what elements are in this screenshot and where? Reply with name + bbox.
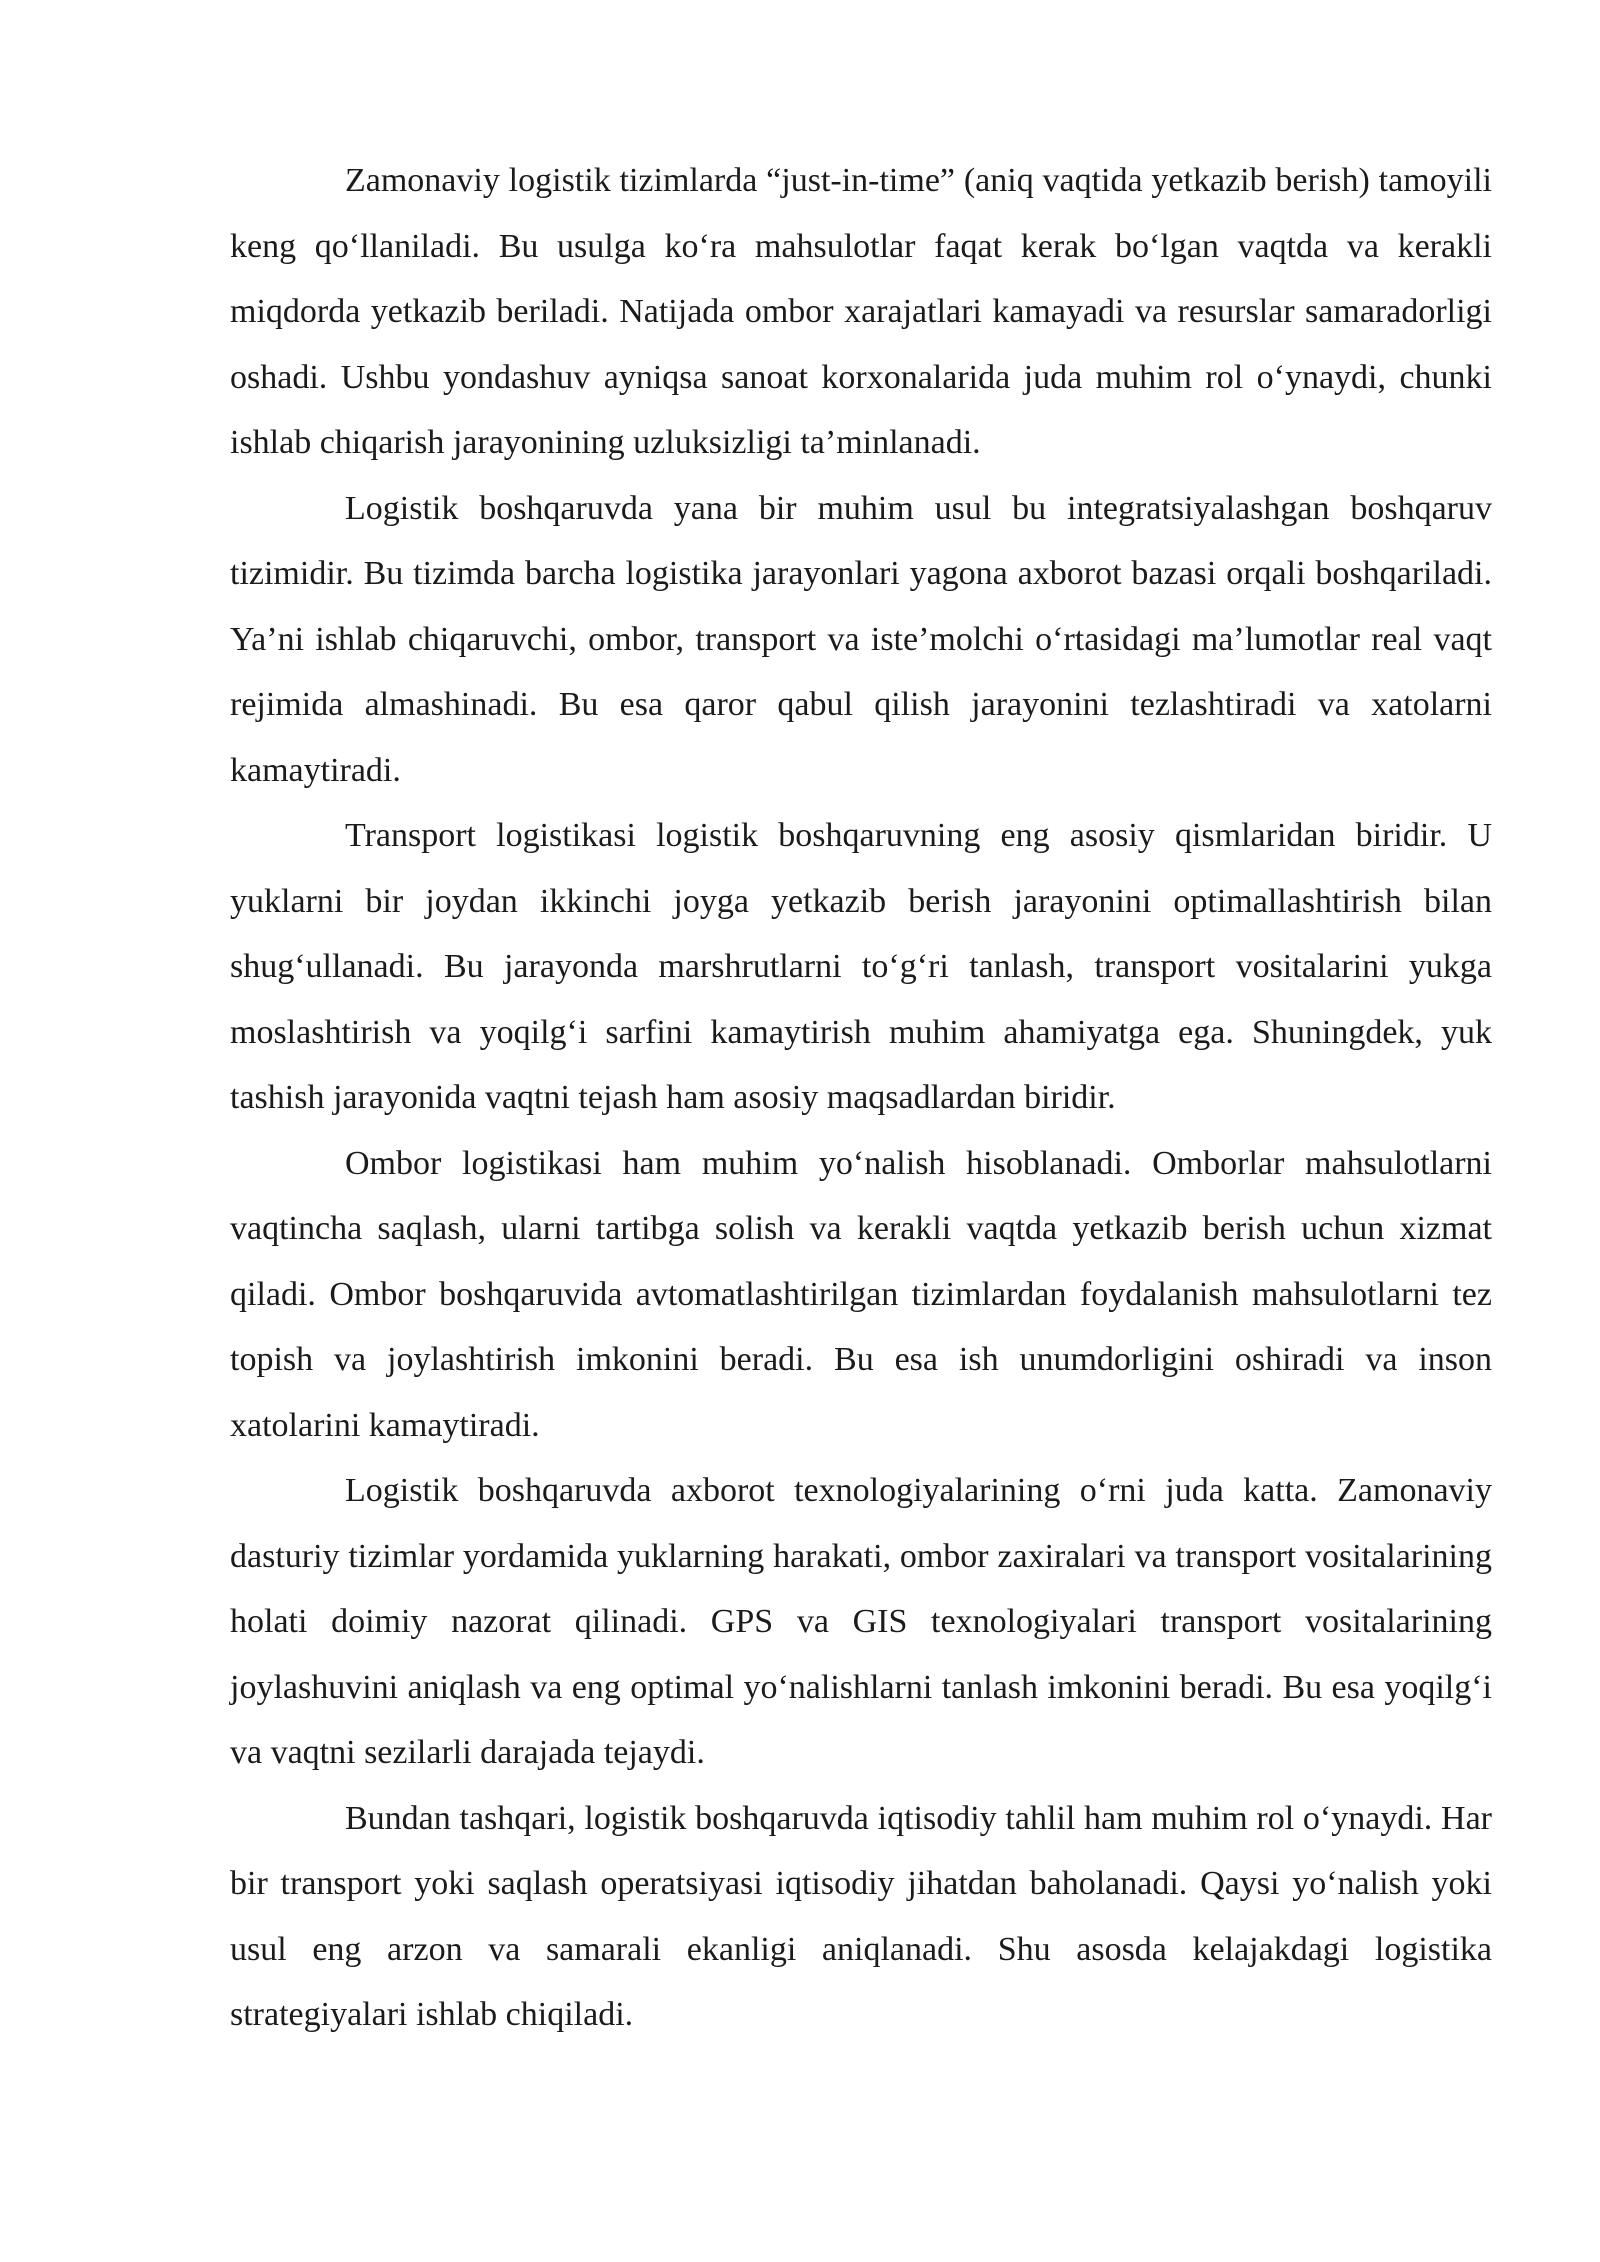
paragraph-warehouse-logistics: Ombor logistikasi ham muhim yo‘nalish hisoblanadi. Omborlar mahsulotlarni vaqtincha saqlash, ularni tartibga solish va kerakli vaqtda yetkazib berish uchun xizmat qiladi. Ombor boshqaruvida avtomatlashtirilgan tizimlardan foydalanish mahsulotlarni tez topish va joylashtirish imkonini beradi. Bu esa ish unumdorligini oshiradi va inson xatolarini kamaytiradi. — [230, 1144, 1492, 1444]
paragraph-economic-analysis: Bundan tashqari, logistik boshqaruvda iqtisodiy tahlil ham muhim rol o‘ynaydi. Har bir transport yoki saqlash operatsiyasi iqtisodiy jihatdan baholanadi. Qaysi yo‘nalish yoki usul eng arzon va samarali ekanligi aniqlanadi. Shu asosda kelajakdagi logistika strategiyalari ishlab chiqiladi. — [230, 1799, 1492, 2033]
paragraph-information-technology: Logistik boshqaruvda axborot texnologiyalarining o‘rni juda katta. Zamonaviy dasturiy tizimlar yordamida yuklarning harakati, ombor zaxiralari va transport vositalarining holati doimiy nazorat qilinadi. GPS va GIS texnologiyalari transport vositalarining joylashuvini aniqlash va eng optimal yo‘nalishlarni tanlash imkonini beradi. Bu esa yoqilg‘i va vaqtni sezilarli darajada tejaydi. — [230, 1472, 1492, 1771]
paragraph-transport-logistics: Transport logistikasi logistik boshqaruvning eng asosiy qismlaridan biridir. U yuklarni bir joydan ikkinchi joyga yetkazib berish jarayonini optimallashtirish bilan shug‘ullanadi. Bu jarayonda marshrutlarni to‘g‘ri tanlash, transport vositalarini yukga moslashtirish va yoqilg‘i sarfini kamaytirish muhim ahamiyatga ega. Shuningdek, yuk tashish jarayonida vaqtni tejash ham asosiy maqsadlardan biridir. — [230, 817, 1492, 1116]
paragraph-just-in-time: Zamonaviy logistik tizimlarda “just-in-time” (aniq vaqtida yetkazib berish) tamoyili keng qo‘llaniladi. Bu usulga ko‘ra mahsulotlar faqat kerak bo‘lgan vaqtda va kerakli miqdorda yetkazib beriladi. Natijada ombor xarajatlari kamayadi va resurslar samaradorligi oshadi. Ushbu yondashuv ayniqsa sanoat korxonalarida juda muhim rol o‘ynaydi, chunki ishlab chiqarish jarayonining uzluksizligi ta’minlanadi. — [230, 162, 1492, 461]
paragraph-integrated-management: Logistik boshqaruvda yana bir muhim usul bu integratsiyalashgan boshqaruv tizimidir. Bu tizimda barcha logistika jarayonlari yagona axborot bazasi orqali boshqariladi. Ya’ni ishlab chiqaruvchi, ombor, transport va iste’molchi o‘rtasidagi ma’lumotlar real vaqt rejimida almashinadi. Bu esa qaror qabul qilish jarayonini tezlashtiradi va xatolarni kamaytiradi. — [230, 489, 1492, 789]
body-text — [230, 148, 1492, 2048]
